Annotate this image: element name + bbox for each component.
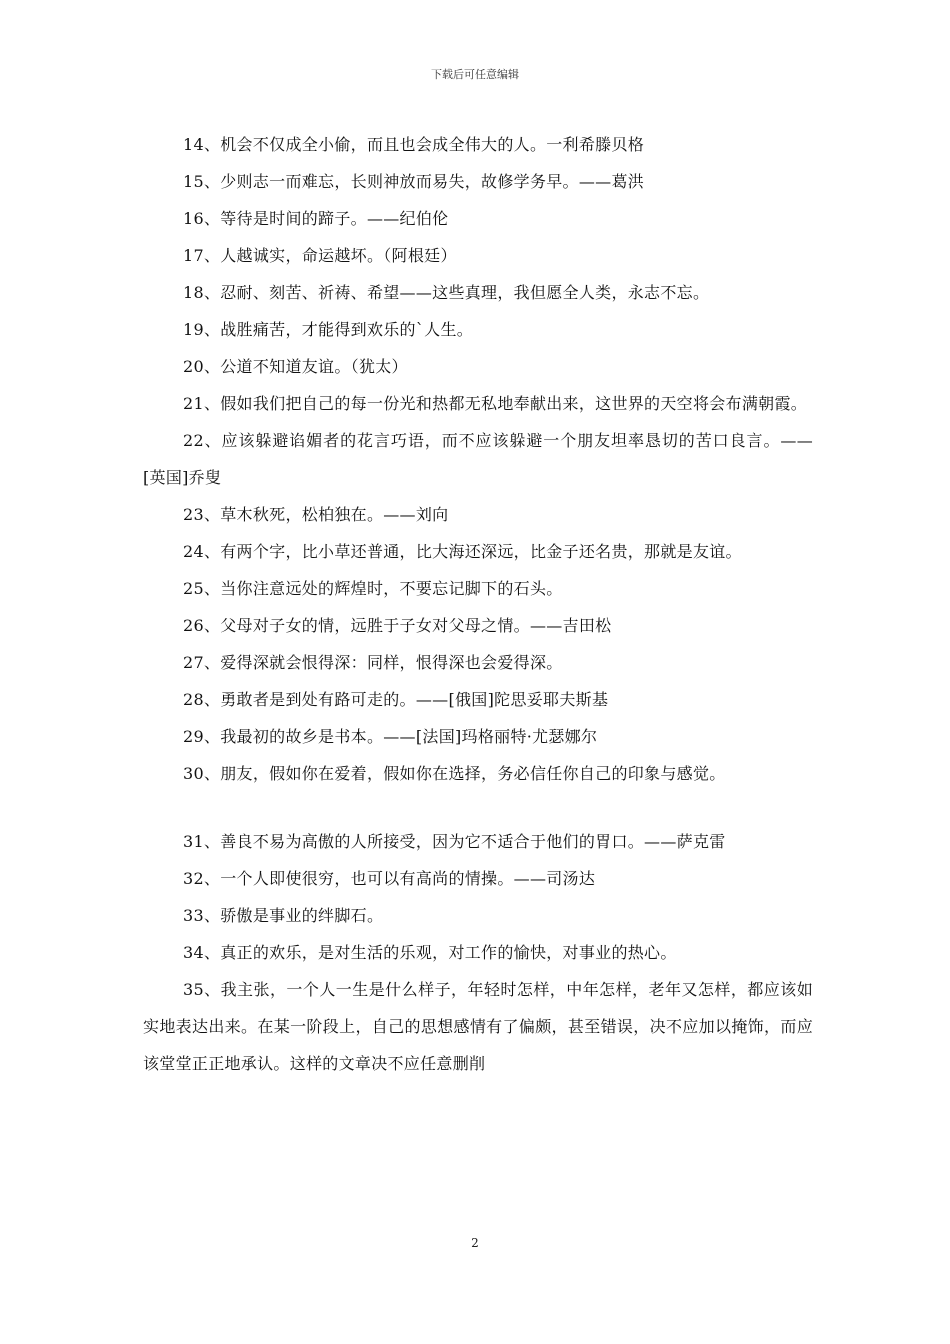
quote-paragraph: 19、战胜痛苦，才能得到欢乐的`人生。 [183, 320, 474, 339]
document-body [143, 126, 813, 1082]
quote-paragraph: 25、当你注意远处的辉煌时，不要忘记脚下的石头。 [183, 579, 563, 598]
quote-paragraph: 29、我最初的故乡是书本。——[法国]玛格丽特·尤瑟娜尔 [183, 727, 598, 746]
quote-paragraph: 14、机会不仅成全小偷，而且也会成全伟大的人。一利希滕贝格 [183, 135, 645, 154]
quote-paragraph: 31、善良不易为高傲的人所接受，因为它不适合于他们的胃口。——萨克雷 [183, 832, 726, 851]
quote-paragraph: 35、我主张，一个人一生是什么样子，年轻时怎样，中年怎样，老年又怎样，都应该如实地表达出来。在某一阶段上，自己的思想感情有了偏颇，甚至错误，决不应加以掩饰，而应该堂堂正正地承认。这样的文章决不应任意删削 [143, 980, 813, 1073]
quote-paragraph: 27、爱得深就会恨得深：同样，恨得深也会爱得深。 [183, 653, 563, 672]
quote-paragraph: 16、等待是时间的蹄子。——纪伯伦 [183, 209, 449, 228]
quote-paragraph: 30、朋友，假如你在爱着，假如你在选择，务必信任你自己的印象与感觉。 [183, 764, 726, 783]
quote-paragraph: 15、少则志一而难忘，长则神放而易失，故修学务早。——葛洪 [183, 172, 645, 191]
quote-paragraph: 34、真正的欢乐，是对生活的乐观，对工作的愉快，对事业的热心。 [183, 943, 677, 962]
quote-paragraph: 33、骄傲是事业的绊脚石。 [183, 906, 384, 925]
quote-paragraph: 21、假如我们把自己的每一份光和热都无私地奉献出来，这世界的天空将会布满朝霞。 [183, 394, 808, 413]
quote-paragraph: 24、有两个字，比小草还普通，比大海还深远，比金子还名贵，那就是友谊。 [183, 542, 742, 561]
page-header-note: 下载后可任意编辑 [431, 68, 519, 81]
quote-paragraph: 17、人越诚实，命运越坏。（阿根廷） [183, 246, 457, 265]
page-number: 2 [471, 1236, 479, 1250]
quote-paragraph: 26、父母对子女的情，远胜于子女对父母之情。——吉田松 [183, 616, 612, 635]
quote-paragraph: 23、草木秋死，松柏独在。——刘向 [183, 505, 449, 524]
quote-paragraph: 32、一个人即使很穷，也可以有高尚的情操。——司汤达 [183, 869, 596, 888]
paragraph-gap [143, 792, 813, 823]
quote-paragraph: 28、勇敢者是到处有路可走的。——[俄国]陀思妥耶夫斯基 [183, 690, 609, 709]
quote-paragraph: 22、应该躲避谄媚者的花言巧语，而不应该躲避一个朋友坦率恳切的苦口良言。——[英国]乔叟 [143, 431, 813, 487]
quote-paragraph: 20、公道不知道友谊。（犹太） [183, 357, 408, 376]
quote-paragraph: 18、忍耐、刻苦、祈祷、希望——这些真理，我但愿全人类，永志不忘。 [183, 283, 710, 302]
